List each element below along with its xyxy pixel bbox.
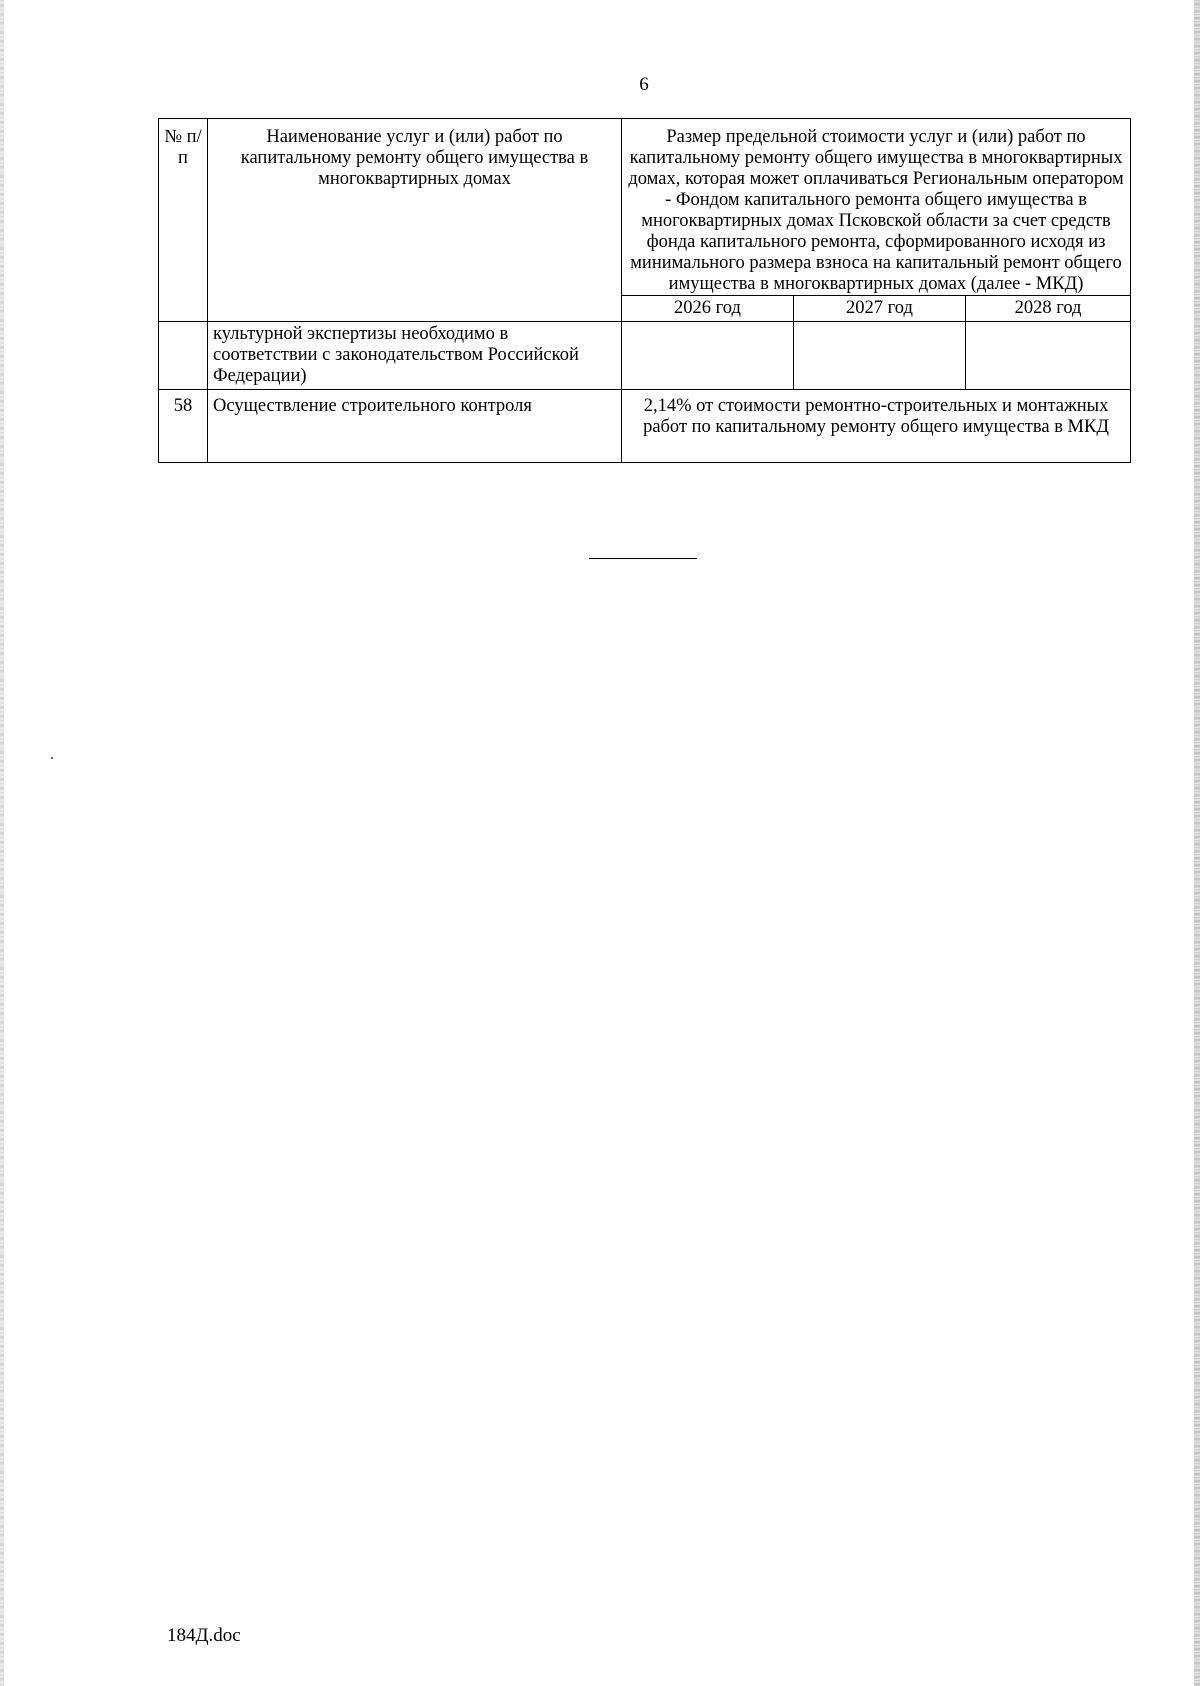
row-service-name: культурной экспертизы необходимо в соответствии с законодательством Российской Федерации) bbox=[208, 322, 622, 390]
cost-limits-table bbox=[158, 118, 1131, 463]
page-number: 6 bbox=[639, 74, 649, 95]
scan-speck bbox=[51, 757, 53, 759]
table-row bbox=[159, 390, 1131, 463]
header-service-name: Наименование услуг и (или) работ по капитальному ремонту общего имущества в многоквартирных домах bbox=[208, 119, 622, 322]
row-number: 58 bbox=[159, 390, 208, 463]
row-value-2026 bbox=[622, 322, 794, 390]
end-separator-line bbox=[589, 558, 697, 559]
footer-file-name: 184Д.doc bbox=[167, 1625, 241, 1646]
table-row bbox=[159, 322, 1131, 390]
row-value-2027 bbox=[794, 322, 966, 390]
scan-edge-left bbox=[0, 0, 4, 1686]
header-year-2027: 2027 год bbox=[794, 296, 966, 322]
header-year-2028: 2028 год bbox=[966, 296, 1131, 322]
header-year-2026: 2026 год bbox=[622, 296, 794, 322]
row-service-name: Осуществление строительного контроля bbox=[208, 390, 622, 463]
header-number: № п/п bbox=[159, 119, 208, 322]
scan-edge-right bbox=[1194, 0, 1200, 1686]
row-number bbox=[159, 322, 208, 390]
row-merged-value: 2,14% от стоимости ремонтно-строительных и монтажных работ по капитальному ремонту общего имущества в МКД bbox=[622, 390, 1131, 463]
row-value-2028 bbox=[966, 322, 1131, 390]
table-header-row bbox=[159, 119, 1131, 296]
header-cost-limit: Размер предельной стоимости услуг и (или) работ по капитальному ремонту общего имущества в многоквартирных домах, которая может оплачиваться Региональным оператором - Фондом капитального ремонта общего имущества в многоквартирных домах Псковской области за счет средств фонда капитального ремонта, сформированного исходя из минимального размера взноса на капитальный ремонт общего имущества в многоквартирных домах (далее - МКД) bbox=[622, 119, 1131, 296]
